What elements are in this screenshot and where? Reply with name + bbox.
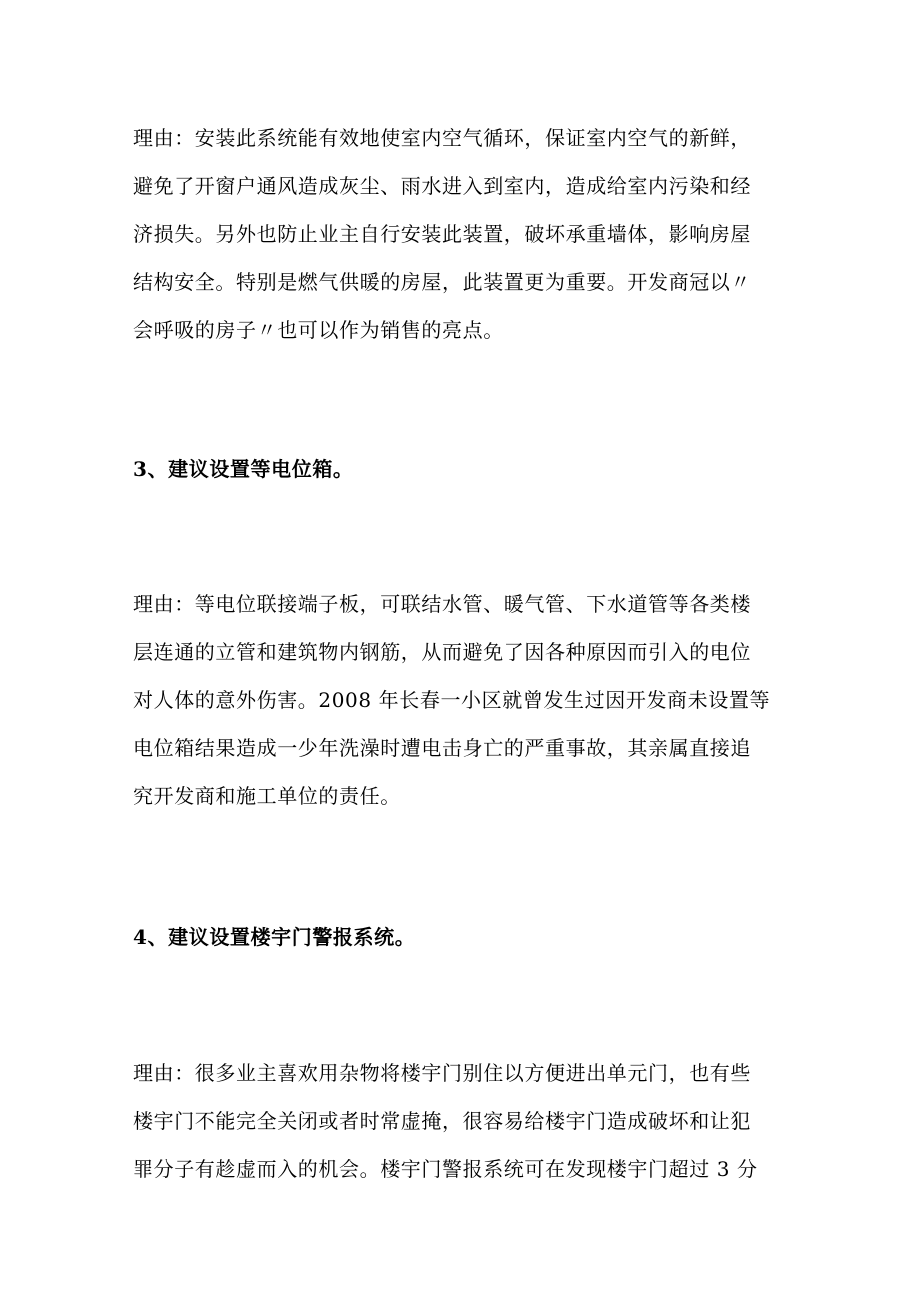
paragraph-line: 对人体的意外伤害。2008 年长春一小区就曾发生过因开发商未设置等 [133,688,771,712]
section-heading-door-alarm: 4、建议设置楼宇门警报系统。 [133,925,416,949]
paragraph-line: 会呼吸的房子〃也可以作为销售的亮点。 [133,318,504,342]
paragraph-line: 电位箱结果造成一少年洗澡时遭电击身亡的严重事故，其亲属直接追 [133,736,751,760]
section-heading-equipotential-box: 3、建议设置等电位箱。 [133,457,354,481]
paragraph-door-alarm-reason [133,1049,793,1193]
paragraph-line: 理由：安装此系统能有效地使室内空气循环，保证室内空气的新鲜， [133,126,751,150]
paragraph-line: 避免了开窗户通风造成灰尘、雨水进入到室内，造成给室内污染和经 [133,174,751,198]
paragraph-ventilation-reason [133,114,793,354]
paragraph-line: 结构安全。特别是燃气供暖的房屋，此装置更为重要。开发商冠以〃 [133,270,751,294]
paragraph-line: 理由：很多业主喜欢用杂物将楼宇门别住以方便进出单元门，也有些 [133,1061,751,1085]
paragraph-line: 罪分子有趁虚而入的机会。楼宇门警报系统可在发现楼宇门超过 3 分 [133,1157,758,1181]
paragraph-line: 楼宇门不能完全关闭或者时常虚掩，很容易给楼宇门造成破坏和让犯 [133,1109,751,1133]
paragraph-line: 理由：等电位联接端子板，可联结水管、暖气管、下水道管等各类楼 [133,592,751,616]
paragraph-line: 层连通的立管和建筑物内钢筋，从而避免了因各种原因而引入的电位 [133,640,751,664]
paragraph-equipotential-reason [133,580,793,820]
paragraph-line: 究开发商和施工单位的责任。 [133,784,401,808]
paragraph-line: 济损失。另外也防止业主自行安装此装置，破坏承重墙体，影响房屋 [133,222,751,246]
